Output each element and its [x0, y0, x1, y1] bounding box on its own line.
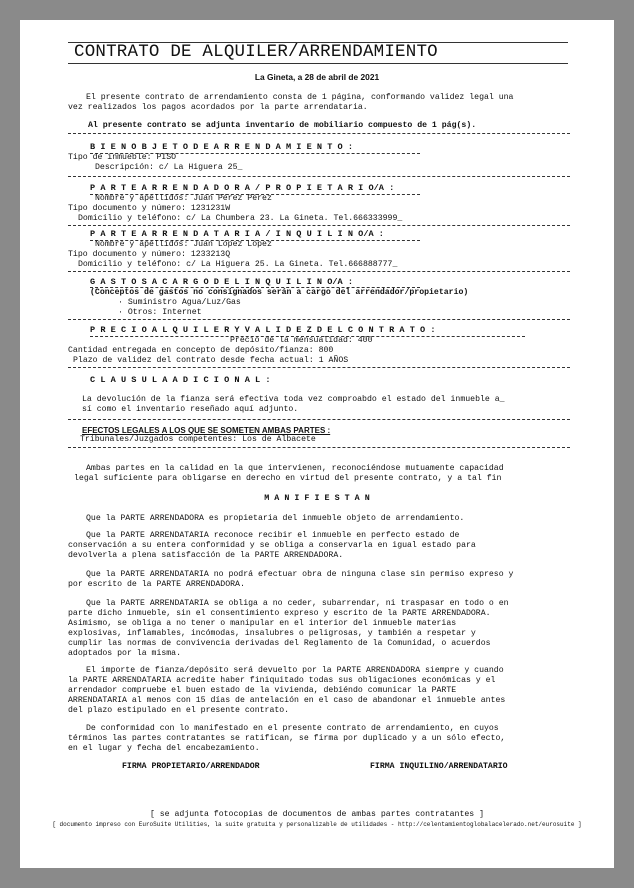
paragraph-line: términos las partes contratantes se ratifican, se firma por duplicado y a un sólo efecto,	[68, 734, 506, 743]
ambas-line: legal suficiente para obligarse en derecho en virtud del presente contrato, y a tal fin	[74, 474, 502, 483]
gasto-item: · Suministro Agua/Luz/Gas	[118, 298, 241, 307]
detail-line: Domicilio y teléfono: c/ La Chumbera 23. La Gineta. Tel.666333999_	[78, 214, 403, 223]
separator	[68, 133, 570, 134]
paragraph-line: Asimismo, se obliga a no tener o manipular en el interior del inmueble materias	[68, 619, 457, 628]
gastos-subheading: (Conceptos de gastos no consignados serán a cargo del arrendador/propietario)	[90, 288, 469, 297]
date-line: La Gineta, a 28 de abril de 2021	[254, 72, 380, 82]
separator	[68, 176, 570, 177]
manifest-paragraph	[68, 570, 513, 590]
detail-line: Precio de la mensualidad: 400	[230, 336, 373, 345]
contract-page	[20, 20, 614, 868]
separator	[68, 447, 570, 448]
paragraph-line: Que la PARTE ARRENDATARIA reconoce recibir el inmueble en perfecto estado de	[86, 531, 460, 540]
bien-heading: B I E N O B J E T O D E A R R E N D A M I E N T O :	[90, 142, 354, 152]
gastos-heading: G A S T O S A C A R G O D E L I N Q U I L I N O/A :	[90, 277, 354, 287]
clausula-line: La devolución de la fianza será efectiva toda vez comproabdo el estado del inmueble a_	[82, 395, 505, 404]
detail-line: Domicilio y teléfono: c/ La Higuera 25. La Gineta. Tel.666888777_	[78, 260, 398, 269]
paragraph-line: del plazo estipulado en el presente contrato.	[68, 706, 290, 715]
page-title: CONTRATO DE ALQUILER/ARRENDAMIENTO	[74, 42, 438, 62]
separator	[68, 319, 570, 320]
detail-line: Tipo documento y número: 1233213Q	[68, 250, 231, 259]
manifest-paragraph	[68, 531, 476, 561]
detail-line: Plazo de validez del contrato desde fecha actual: 1 AÑOS	[73, 356, 349, 365]
paragraph-line: cumplir las normas de convivencia derivadas del Reglamento de la Comunidad, o acuerdos	[68, 639, 491, 648]
paragraph-line: Que la PARTE ARRENDATARIA no podrá efectuar obra de ninguna clase sin permiso expreso y	[86, 570, 514, 579]
clausula-text	[82, 395, 505, 415]
intro-line: El presente contrato de arrendamiento consta de 1 página, conformando validez legal una	[86, 93, 514, 102]
separator	[68, 367, 570, 368]
paragraph-line: De conformidad con lo manifestado en el presente contrato de arrendamiento, en cuyos	[86, 724, 499, 733]
paragraph-line: El importe de fianza/depósito será devuelto por la PARTE ARRENDADORA siempre y cuando	[86, 666, 504, 675]
clausula-heading: C L A U S U L A A D I C I O N A L :	[90, 375, 271, 385]
paragraph-line: parte dicho inmueble, sin el consentimiento expreso y escrito de la PARTE ARRENDADORA.	[68, 609, 491, 618]
manifest-paragraph	[68, 724, 505, 754]
paragraph-line: conservación a su entera conformidad y se obliga a conservarla en igual estado para	[68, 541, 476, 550]
paragraph-line: Que la PARTE ARRENDADORA es propietaria del inmueble objeto de arrendamiento.	[86, 514, 465, 523]
precio-heading: P R E C I O A L Q U I L E R Y V A L I D E Z D E L C O N T R A T O :	[90, 325, 436, 335]
paragraph-line: en el lugar y fecha del encabezamiento.	[68, 744, 260, 753]
clausula-line: sí como el inventario reseñado aquí adjunto.	[82, 405, 299, 414]
print-footer: [ documento impreso con EuroSuite Utilities, la suite gratuita y personalizable de utilidades - http://celentamientoglobalacelerado.net/eurosuite ]	[52, 821, 582, 828]
inventory-note: Al presente contrato se adjunta inventario de mobiliario compuesto de 1 pág(s).	[88, 121, 477, 130]
detail-line: Tipo de inmueble: PISO	[68, 153, 177, 162]
paragraph-line: devolverla a plena satisfacción de la PARTE ARRENDADORA.	[68, 551, 344, 560]
paragraph-line: adoptados por la misma.	[68, 649, 182, 658]
arrendataria-details	[68, 240, 397, 270]
separator	[68, 225, 570, 226]
bien-details	[68, 153, 242, 173]
manifiestan-heading: M A N I F I E S T A N	[264, 493, 370, 503]
detail-line: Nombre y apellidos: Juan López López	[95, 240, 272, 249]
arrendataria-heading: P A R T E A R R E N D A T A R I A / I N Q U I L I N O/A :	[90, 229, 384, 239]
intro-line: vez realizados los pagos acordados por la parte arrendataria.	[68, 103, 368, 112]
arrendadora-details	[68, 194, 402, 224]
manifest-paragraph	[68, 666, 505, 716]
fotocopias-note: [ se adjunta fotocopias de documentos de ambas partes contratantes ]	[149, 810, 485, 819]
gastos-items	[118, 298, 241, 318]
gasto-item: · Otros: Internet	[118, 308, 202, 317]
firma-inquilino: FIRMA INQUILINO/ARRENDATARIO	[370, 762, 508, 771]
paragraph-line: explosivas, inflamables, incómodas, insalubres o peligrosas, y también a respetar y	[68, 629, 476, 638]
firma-propietario: FIRMA PROPIETARIO/ARRENDADOR	[122, 762, 260, 771]
paragraph-line: por escrito de la PARTE ARRENDADORA.	[68, 580, 245, 589]
ambas-partes	[68, 464, 504, 484]
efectos-heading: EFECTOS LEGALES A LOS QUE SE SOMETEN AMBAS PARTES :	[82, 426, 331, 435]
title-bottom-rule	[68, 63, 568, 64]
detail-line: Descripción: c/ La Higuera 25_	[95, 163, 243, 172]
paragraph-line: ARRENDATARIA al menos con 15 días de antelación en el caso de abandonar el inmueble antes	[68, 696, 506, 705]
detail-line: Nombre y apellidos: Juan Pérez Pérez	[95, 194, 272, 203]
detail-line: Tipo documento y número: 1231231W	[68, 204, 231, 213]
separator	[68, 419, 570, 420]
paragraph-line: arrendador compruebe el buen estado de la vivienda, debiéndo comunicar la PARTE	[68, 686, 457, 695]
detail-line: Cantidad entregada en concepto de depósito/fianza: 800	[68, 346, 334, 355]
ambas-line: Ambas partes en la calidad en la que intervienen, reconociéndose mutuamente capacidad	[86, 464, 504, 473]
separator	[68, 271, 570, 272]
paragraph-line: la PARTE ARRENDATARIA acredite haber finiquitado todas sus obligaciones económicas y el	[68, 676, 496, 685]
manifest-paragraph	[68, 599, 509, 659]
paragraph-line: Que la PARTE ARRENDATARIA se obliga a no ceder, subarrendar, ni traspasar en todo o en	[86, 599, 509, 608]
intro	[68, 93, 513, 113]
arrendadora-heading: P A R T E A R R E N D A D O R A / P R O P I E T A R I O/A :	[90, 183, 395, 193]
efectos-line: Tribunales/Juzgados competentes: Los de Albacete	[80, 435, 316, 444]
precio-details	[68, 336, 373, 366]
manifest-paragraph	[68, 514, 464, 524]
